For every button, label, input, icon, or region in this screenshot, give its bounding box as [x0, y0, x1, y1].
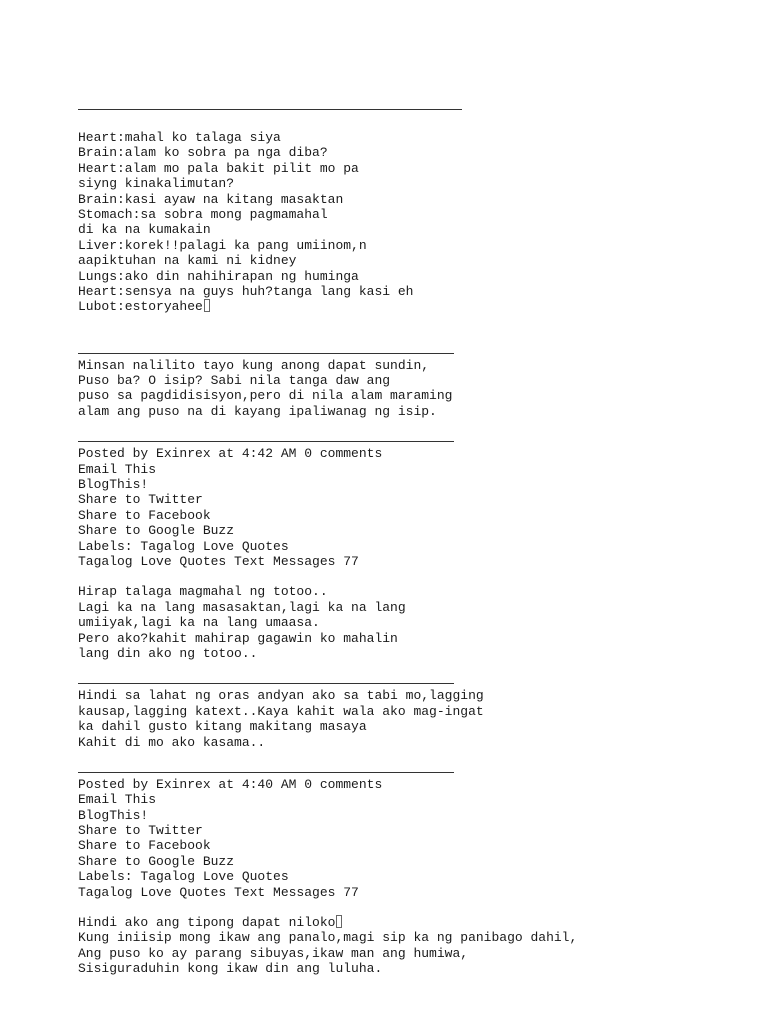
- post-meta[interactable]: Posted by Exinrex at 4:42 AM 0 comments: [78, 446, 383, 462]
- post-series-title: Tagalog Love Quotes Text Messages 77: [78, 553, 359, 569]
- share-buzz-link[interactable]: Share to Google Buzz: [78, 523, 235, 539]
- quote-line: kausap,lagging katext..Kaya kahit wala ako mag-ingat: [78, 703, 484, 719]
- poem-line-text: Lubot:estoryahee: [78, 299, 203, 315]
- poem-line: Heart:sensya na guys huh?tanga lang kasi eh: [78, 283, 414, 299]
- poem-line: Lungs:ako din nahihirapan ng huminga: [78, 268, 359, 284]
- email-this-link[interactable]: Email This: [78, 461, 157, 477]
- poem-line: aapiktuhan na kami ni kidney: [78, 253, 297, 269]
- document-page: [78, 109, 758, 977]
- quote-line: Kung iniisip mong ikaw ang panalo,magi sip ka ng panibago dahil,: [78, 930, 578, 946]
- quote-line: alam ang puso na di kayang ipaliwanag ng isip.: [78, 403, 437, 419]
- quote-line: Hirap talaga magmahal ng totoo..: [78, 584, 328, 600]
- quote-block: [78, 688, 758, 750]
- poem-line: Brain:kasi ayaw na kitang masaktan: [78, 191, 344, 207]
- share-twitter-link[interactable]: Share to Twitter: [78, 492, 203, 508]
- poem-line: Brain:alam ko sobra pa nga diba?: [78, 145, 328, 161]
- quote-line: Sisiguraduhin kong ikaw din ang luluha.: [78, 961, 383, 977]
- poem-line: di ka na kumakain: [78, 222, 211, 238]
- post-series-title: Tagalog Love Quotes Text Messages 77: [78, 884, 359, 900]
- share-buzz-link[interactable]: Share to Google Buzz: [78, 853, 235, 869]
- quote-line: Lagi ka na lang masasaktan,lagi ka na lang: [78, 599, 406, 615]
- quote-line: umiiyak,lagi ka na lang umaasa.: [78, 615, 320, 631]
- post-footer: [78, 446, 758, 569]
- quote-block: [78, 584, 758, 661]
- share-facebook-link[interactable]: Share to Facebook: [78, 838, 211, 854]
- missing-glyph-icon: [336, 915, 342, 928]
- quote-line: Hindi sa lahat ng oras andyan ako sa tabi mo,lagging: [78, 688, 484, 704]
- quote-line: ka dahil gusto kitang makitang masaya: [78, 719, 367, 735]
- quote-line: [78, 915, 758, 930]
- poem-line: Liver:korek!!palagi ka pang umiinom,n: [78, 237, 367, 253]
- quote-block: [78, 915, 758, 977]
- quote-line: Ang puso ko ay parang sibuyas,ikaw man ang humiwa,: [78, 945, 469, 961]
- quote-line: Minsan nalilito tayo kung anong dapat sundin,: [78, 357, 430, 373]
- poem-line: Stomach:sa sobra mong pagmamahal: [78, 206, 328, 222]
- quote-line-text: Hindi ako ang tipong dapat niloko: [78, 915, 336, 931]
- poem-line: Heart:mahal ko talaga siya: [78, 130, 281, 145]
- quote-line: Pero ako?kahit mahirap gagawin ko mahalin: [78, 630, 398, 646]
- quote-line: Kahit di mo ako kasama..: [78, 734, 266, 750]
- poem-organs: [78, 130, 758, 315]
- quote-line: puso sa pagdidisisyon,pero di nila alam maraming: [78, 388, 453, 404]
- quote-block: [78, 358, 758, 420]
- poem-line: siyng kinakalimutan?: [78, 176, 235, 192]
- share-twitter-link[interactable]: Share to Twitter: [78, 823, 203, 839]
- quote-line: Puso ba? O isip? Sabi nila tanga daw ang: [78, 373, 391, 389]
- poem-line: Heart:alam mo pala bakit pilit mo pa: [78, 160, 359, 176]
- post-footer: [78, 777, 758, 900]
- blogthis-link[interactable]: BlogThis!: [78, 807, 149, 823]
- share-facebook-link[interactable]: Share to Facebook: [78, 507, 211, 523]
- poem-line: [78, 299, 758, 314]
- missing-glyph-icon: [204, 299, 210, 312]
- email-this-link[interactable]: Email This: [78, 792, 157, 808]
- blogthis-link[interactable]: BlogThis!: [78, 477, 149, 493]
- labels-link[interactable]: Labels: Tagalog Love Quotes: [78, 538, 289, 554]
- post-meta[interactable]: Posted by Exinrex at 4:40 AM 0 comments: [78, 776, 383, 792]
- labels-link[interactable]: Labels: Tagalog Love Quotes: [78, 869, 289, 885]
- quote-line: lang din ako ng totoo..: [78, 645, 258, 661]
